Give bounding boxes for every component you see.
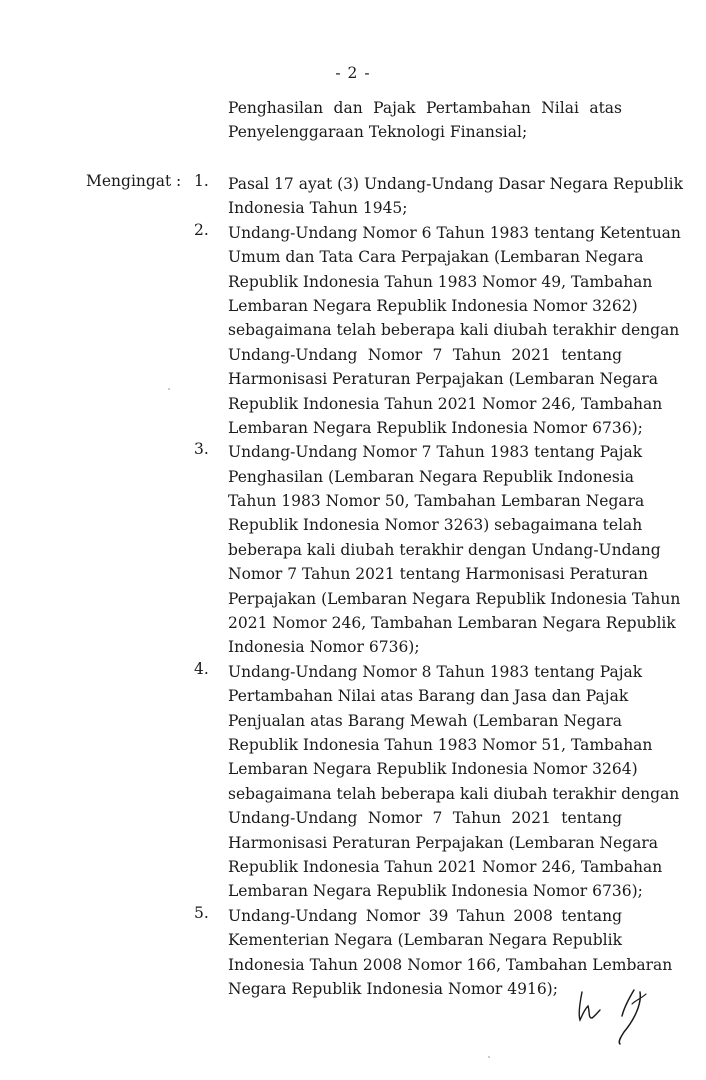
item-text-line: Pertambahan Nilai atas Barang dan Jasa dan Pajak <box>228 687 629 706</box>
item-number: 2. <box>194 220 209 239</box>
legal-basis-item <box>0 440 706 660</box>
item-text-line: Undang-Undang Nomor 7 Tahun 2021 tentang <box>228 809 622 828</box>
item-text-line: sebagaimana telah beberapa kali diubah terakhir dengan <box>228 784 680 803</box>
scan-speck <box>168 388 170 390</box>
item-text-line: Penjualan atas Barang Mewah (Lembaran Negara <box>228 711 622 730</box>
item-number: 4. <box>194 659 209 678</box>
handwritten-initials-icon <box>562 982 672 1052</box>
legal-basis-item <box>0 221 706 441</box>
item-text-line: Harmonisasi Peraturan Perpajakan (Lembaran Negara <box>228 370 659 389</box>
item-text-line: Tahun 1983 Nomor 50, Tambahan Lembaran Negara <box>228 492 645 511</box>
continuation-line: Penyelenggaraan Teknologi Finansial; <box>228 123 528 142</box>
continuation-line: Penghasilan dan Pajak Pertambahan Nilai atas <box>228 99 622 117</box>
section-colon: : <box>176 172 182 190</box>
item-text-line: Nomor 7 Tahun 2021 tentang Harmonisasi Peraturan <box>228 565 648 584</box>
item-text-line: Undang-Undang Nomor 7 Tahun 1983 tentang Pajak <box>228 443 643 462</box>
item-text-line: Indonesia Nomor 6736); <box>228 638 420 657</box>
item-text-line: Umum dan Tata Cara Perpajakan (Lembaran Negara <box>228 248 644 267</box>
item-text-line: Republik Indonesia Nomor 3263) sebagaimana telah <box>228 516 643 535</box>
item-text-line: Harmonisasi Peraturan Perpajakan (Lembaran Negara <box>228 833 659 852</box>
item-text-line: Lembaran Negara Republik Indonesia Nomor 6736); <box>228 418 643 437</box>
item-text <box>228 660 680 904</box>
page-number: - 2 - <box>335 64 371 82</box>
scan-speck <box>488 1056 490 1058</box>
item-text <box>228 172 684 221</box>
section-label-mengingat: Mengingat <box>86 172 172 190</box>
legal-basis-item <box>0 660 706 904</box>
item-text-line: sebagaimana telah beberapa kali diubah terakhir dengan <box>228 321 680 340</box>
item-text-line: Republik Indonesia Tahun 1983 Nomor 49, Tambahan <box>228 272 653 291</box>
item-text-line: Penghasilan (Lembaran Negara Republik Indonesia <box>228 467 635 486</box>
item-text-line: Negara Republik Indonesia Nomor 4916); <box>228 979 558 998</box>
item-text-line: Pasal 17 ayat (3) Undang-Undang Dasar Negara Republik <box>228 175 684 193</box>
item-text <box>228 221 681 441</box>
item-text-line: Lembaran Negara Republik Indonesia Nomor 3262) <box>228 296 638 315</box>
item-number: 5. <box>194 903 209 922</box>
item-text-line: Undang-Undang Nomor 39 Tahun 2008 tentang <box>228 906 622 925</box>
item-number: 3. <box>194 440 209 459</box>
legal-basis-item <box>0 172 706 221</box>
legal-basis-list <box>0 172 706 1001</box>
item-text-line: Lembaran Negara Republik Indonesia Nomor 3264) <box>228 760 638 779</box>
item-text-line: Indonesia Tahun 2008 Nomor 166, Tambahan Lembaran <box>228 955 673 974</box>
item-text-line: Undang-Undang Nomor 6 Tahun 1983 tentang Ketentuan <box>228 223 681 242</box>
item-text-line: 2021 Nomor 246, Tambahan Lembaran Negara Republik <box>228 614 676 633</box>
item-text-line: Republik Indonesia Tahun 1983 Nomor 51, Tambahan <box>228 735 653 754</box>
item-text-line: Perpajakan (Lembaran Negara Republik Indonesia Tahun <box>228 589 681 608</box>
item-text <box>228 440 681 660</box>
item-text-line: Kementerian Negara (Lembaran Negara Republik <box>228 931 622 950</box>
item-text-line: Republik Indonesia Tahun 2021 Nomor 246, Tambahan <box>228 857 663 876</box>
preamble-continuation <box>228 96 622 145</box>
item-number: 1. <box>194 172 209 190</box>
item-text-line: Indonesia Tahun 1945; <box>228 199 408 218</box>
item-text-line: Lembaran Negara Republik Indonesia Nomor 6736); <box>228 882 643 901</box>
item-text-line: Republik Indonesia Tahun 2021 Nomor 246, Tambahan <box>228 394 663 413</box>
item-text-line: Undang-Undang Nomor 8 Tahun 1983 tentang Pajak <box>228 662 643 681</box>
item-text-line: Undang-Undang Nomor 7 Tahun 2021 tentang <box>228 345 622 364</box>
item-text-line: beberapa kali diubah terakhir dengan Undang-Undang <box>228 540 661 559</box>
